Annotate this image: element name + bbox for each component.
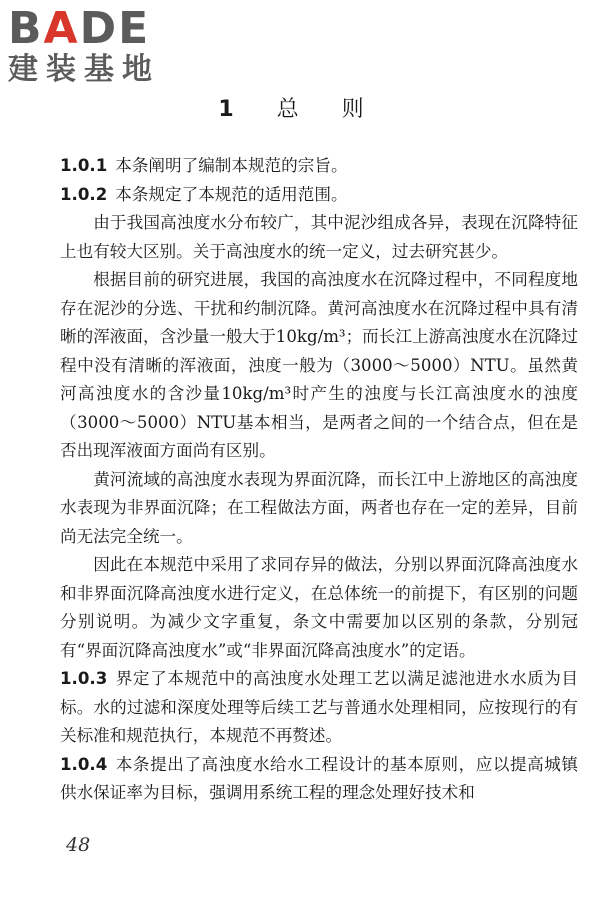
- body-paragraph: 黄河流域的高浊度水表现为界面沉降，而长江中上游地区的高浊度水表现为非界面沉降；在工程做法方面，两者也存在一定的差异，目前尚无法完全统一。: [60, 469, 578, 546]
- body-paragraph: 根据目前的研究进展，我国的高浊度水在沉降过程中，不同程度地存在泥沙的分选、干扰和约制沉降。黄河高浊度水在沉降过程中具有清晰的浑液面，含沙量一般大于10kg/m³；而长江上游高浊度水在沉降过程中没有清晰的浑液面，浊度一般为（3000～5000）NTU。虽然黄河高浊度水的含沙量10kg/m³时产生的浊度与长江高浊度水的浊度（3000～5000）NTU基本相当，是两者之间的一个结合点，但在是否出现浑液面方面尚有区别。: [60, 270, 578, 460]
- document-body: [60, 152, 578, 808]
- paragraph-text: 界定了本规范中的高浊度水处理工艺以满足滤池进水水质为目标。水的过滤和深度处理等后续工艺与普通水处理相同，应按现行的有关标准和规范执行，本规范不再赘述。: [60, 669, 578, 745]
- brand-logo: [8, 3, 178, 88]
- clause-paragraph: [60, 152, 578, 181]
- paragraph-text: 本条提出了高浊度水给水工程设计的基本原则，应以提高城镇供水保证率为目标，强调用系统工程的理念处理好技术和: [60, 754, 578, 802]
- clause-paragraph: [60, 751, 578, 808]
- page-number: 48: [66, 834, 91, 856]
- clause-paragraph: [60, 665, 578, 751]
- paragraph-text: 本条阐明了编制本规范的宗旨。: [115, 156, 348, 175]
- chapter-title: 总 则: [276, 97, 382, 122]
- body-paragraph: 由于我国高浊度水分布较广，其中泥沙组成各异，表现在沉降特征上也有较大区别。关于高浊度水的统一定义，过去研究甚少。: [60, 213, 578, 261]
- body-paragraph: 因此在本规范中采用了求同存异的做法，分别以界面沉降高浊度水和非界面沉降高浊度水进行定义，在总体统一的前提下，有区别的问题分别说明。为减少文字重复，条文中需要加以区别的条款，分别冠有“界面沉降高浊度水”或“非界面沉降高浊度水”的定语。: [60, 555, 578, 660]
- logo-letters-prefix: B: [8, 3, 44, 54]
- logo-letter-accent: A: [43, 3, 80, 54]
- clause-number: 1.0.3: [60, 669, 108, 688]
- logo-subtitle: 建装基地: [8, 52, 160, 87]
- clause-paragraph: [60, 181, 578, 210]
- logo-letters-suffix: DE: [79, 3, 151, 54]
- clause-number: 1.0.4: [60, 754, 108, 774]
- chapter-number: 1: [218, 97, 252, 122]
- logo-wordmark: [8, 3, 178, 54]
- chapter-heading: [0, 92, 600, 123]
- clause-number: 1.0.1: [60, 156, 108, 175]
- paragraph-text: 本条规定了本规范的适用范围。: [115, 184, 348, 204]
- clause-number: 1.0.2: [60, 184, 108, 204]
